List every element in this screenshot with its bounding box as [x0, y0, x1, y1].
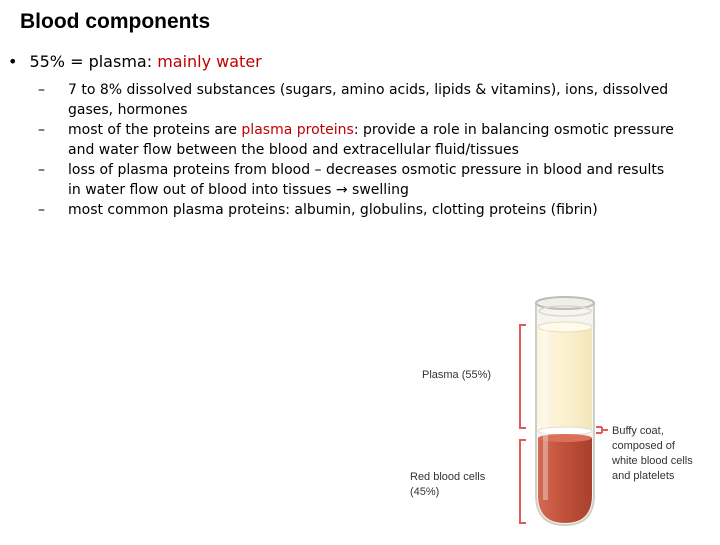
arrow-right-icon: →: [335, 182, 348, 198]
rbc-label-line1: Red blood cells: [410, 471, 486, 483]
subpoint-text-after: : provide a role in balancing osmotic pressure and water flow between the blood and extracellular fluid/tissues: [68, 122, 674, 158]
subpoint-text-before: loss of plasma proteins from blood – decreases osmotic pressure in blood and results in water flow out of blood into tissues: [68, 162, 665, 198]
subpoint-text: 7 to 8% dissolved substances (sugars, amino acids, lipids & vitamins), ions, dissolved gases, hormones: [68, 82, 669, 118]
test-tube-figure: [400, 285, 720, 540]
subpoint: [38, 160, 678, 200]
buffy-label-line2: composed of: [612, 440, 675, 452]
buffy-bracket: [596, 427, 608, 433]
subpoint-text-after: swelling: [347, 182, 409, 198]
subpoint: [38, 200, 678, 220]
subpoint: [38, 80, 678, 120]
dash-icon: –: [38, 122, 45, 138]
buffy-label-line4: and platelets: [612, 470, 675, 482]
buffy-label-line1: Buffy coat,: [612, 425, 664, 437]
slide-title: Blood components: [20, 10, 211, 33]
subpoint-text-before: most of the proteins are: [68, 122, 242, 138]
subpoints-list: [38, 80, 678, 220]
dash-icon: –: [38, 82, 45, 98]
test-tube-illustration: [400, 285, 720, 540]
plasma-label: Plasma (55%): [422, 369, 492, 381]
subpoint-text: most common plasma proteins: albumin, globulins, clotting proteins (fibrin): [68, 202, 598, 218]
subpoint: [38, 120, 678, 160]
buffy-label-line3: white blood cells: [612, 455, 693, 467]
rbc-bracket: [520, 440, 526, 523]
bullet-lead: 55% = plasma:: [29, 52, 158, 71]
plasma-bracket: [520, 325, 526, 428]
main-bullet: [8, 52, 262, 71]
rbc-label-line2: (45%): [410, 486, 440, 498]
dash-icon: –: [38, 202, 45, 218]
dash-icon: –: [38, 162, 45, 178]
subpoint-highlight: plasma proteins: [241, 122, 354, 138]
bullet-highlight: mainly water: [157, 52, 262, 71]
bullet-dot-icon: •: [8, 52, 18, 71]
